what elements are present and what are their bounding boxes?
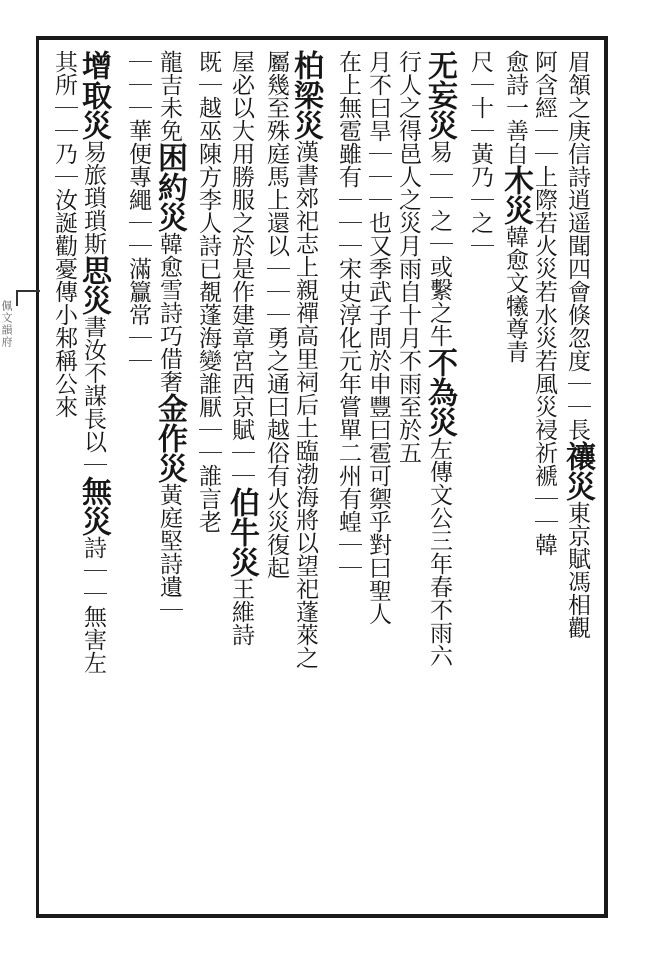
text-column <box>224 50 259 646</box>
entry-text: 祲祈褫｜｜韓 <box>531 418 557 556</box>
entry-heading: 柏梁災 <box>288 50 323 140</box>
entry-text: 乃｜汝誕勸憂 <box>51 142 77 280</box>
entry-text: 易旅瑣瑣斯 <box>80 140 106 255</box>
margin-label: 佩文韻府 <box>0 300 13 348</box>
entry-text: 詩｜｜無害左 <box>80 536 106 674</box>
text-column <box>366 50 389 625</box>
entry-text: 黃乃｜之｜ <box>467 142 493 257</box>
text-column <box>532 50 555 556</box>
bottom-border-rule <box>36 914 608 918</box>
text-column <box>52 50 75 418</box>
entry-text: 龍吉未免 <box>156 50 182 142</box>
text-column <box>76 50 111 674</box>
entry-text: 愈詩一善自 <box>502 50 528 165</box>
top-border-rule <box>36 36 608 40</box>
entry-text: 眉頷之庚信詩逍遥聞四會倏忽度｜｜長 <box>564 50 590 441</box>
entry-heading: 木災 <box>498 165 533 225</box>
entry-heading: 思災 <box>76 255 111 315</box>
text-column <box>196 50 219 533</box>
entry-text: 阿含經｜｜上際若火災若水災若風災 <box>531 50 557 418</box>
entry-text: 韓愈雪詩巧借奢 <box>156 232 182 393</box>
entry-text: 韓愈文犧尊青 <box>502 225 528 363</box>
entry-text: 在上無雹雖有｜｜｜宋史淳化元年嘗單二州有蝗｜｜ <box>335 50 361 579</box>
entry-text: 左傳文公三年春不雨六 <box>426 437 452 667</box>
entry-text: 誰言老 <box>195 464 221 533</box>
entry-heading: 增取災 <box>76 50 111 140</box>
entry-heading: 伯牛災 <box>224 487 259 577</box>
entry-text: 屋必以大用勝服之於是作建章宮西京賦｜｜ <box>228 50 254 487</box>
entry-text: 月不曰旱｜｜｜也又季武子問於申豐曰雹可禦乎對曰聖人 <box>365 50 391 625</box>
entry-text: 黃庭堅詩遺｜ <box>156 483 182 621</box>
text-column <box>152 50 187 621</box>
text-column <box>126 50 149 372</box>
entry-text: 漢書郊祀志上親禪高里祠后土臨渤海將以望祀蓬萊之 <box>292 140 318 669</box>
entry-heading: 無災 <box>76 476 111 536</box>
text-column <box>422 50 457 667</box>
entry-text: 傳小邾稱公來 <box>51 280 77 418</box>
entry-text: 尺｜十｜ <box>467 50 493 142</box>
text-column <box>498 50 533 363</box>
text-column <box>560 50 595 639</box>
text-column <box>288 50 323 669</box>
entry-text: 滿籯常｜｜ <box>125 257 151 372</box>
right-border-rule <box>604 36 608 918</box>
entry-text: 易｜｜之｜或繫之牛 <box>426 140 452 347</box>
entry-text: 書汝不謀長以｜ <box>80 315 106 476</box>
entry-heading: 困約災 <box>152 142 187 232</box>
entry-text: 月雨自十月不雨至於五 <box>395 234 421 464</box>
entry-text: 華便專繩｜｜ <box>125 119 151 257</box>
margin-corner-mark <box>16 290 40 306</box>
entry-heading: 禳災 <box>560 441 595 501</box>
entry-text: 東京賦馮相觀 <box>564 501 590 639</box>
entry-text: 行人之得邑人之災 <box>395 50 421 234</box>
text-column <box>336 50 359 579</box>
entry-heading: 无妄災 <box>422 50 457 140</box>
text-column <box>396 50 419 464</box>
entry-heading: 不為災 <box>422 347 457 437</box>
text-column <box>468 50 491 257</box>
entry-text: ｜｜｜ <box>125 50 151 119</box>
text-column <box>264 50 287 579</box>
entry-heading: 金作災 <box>152 393 187 483</box>
entry-text: 既｜越巫陳方李人詩已覩蓬海變誰厭｜｜ <box>195 50 221 464</box>
entry-text: 屬幾至殊庭馬上還以｜｜｜勇之通曰越俗有火災復起 <box>263 50 289 579</box>
entry-text: 其所｜｜ <box>51 50 77 142</box>
left-border-rule <box>36 36 39 918</box>
entry-text: 王維詩 <box>228 577 254 646</box>
